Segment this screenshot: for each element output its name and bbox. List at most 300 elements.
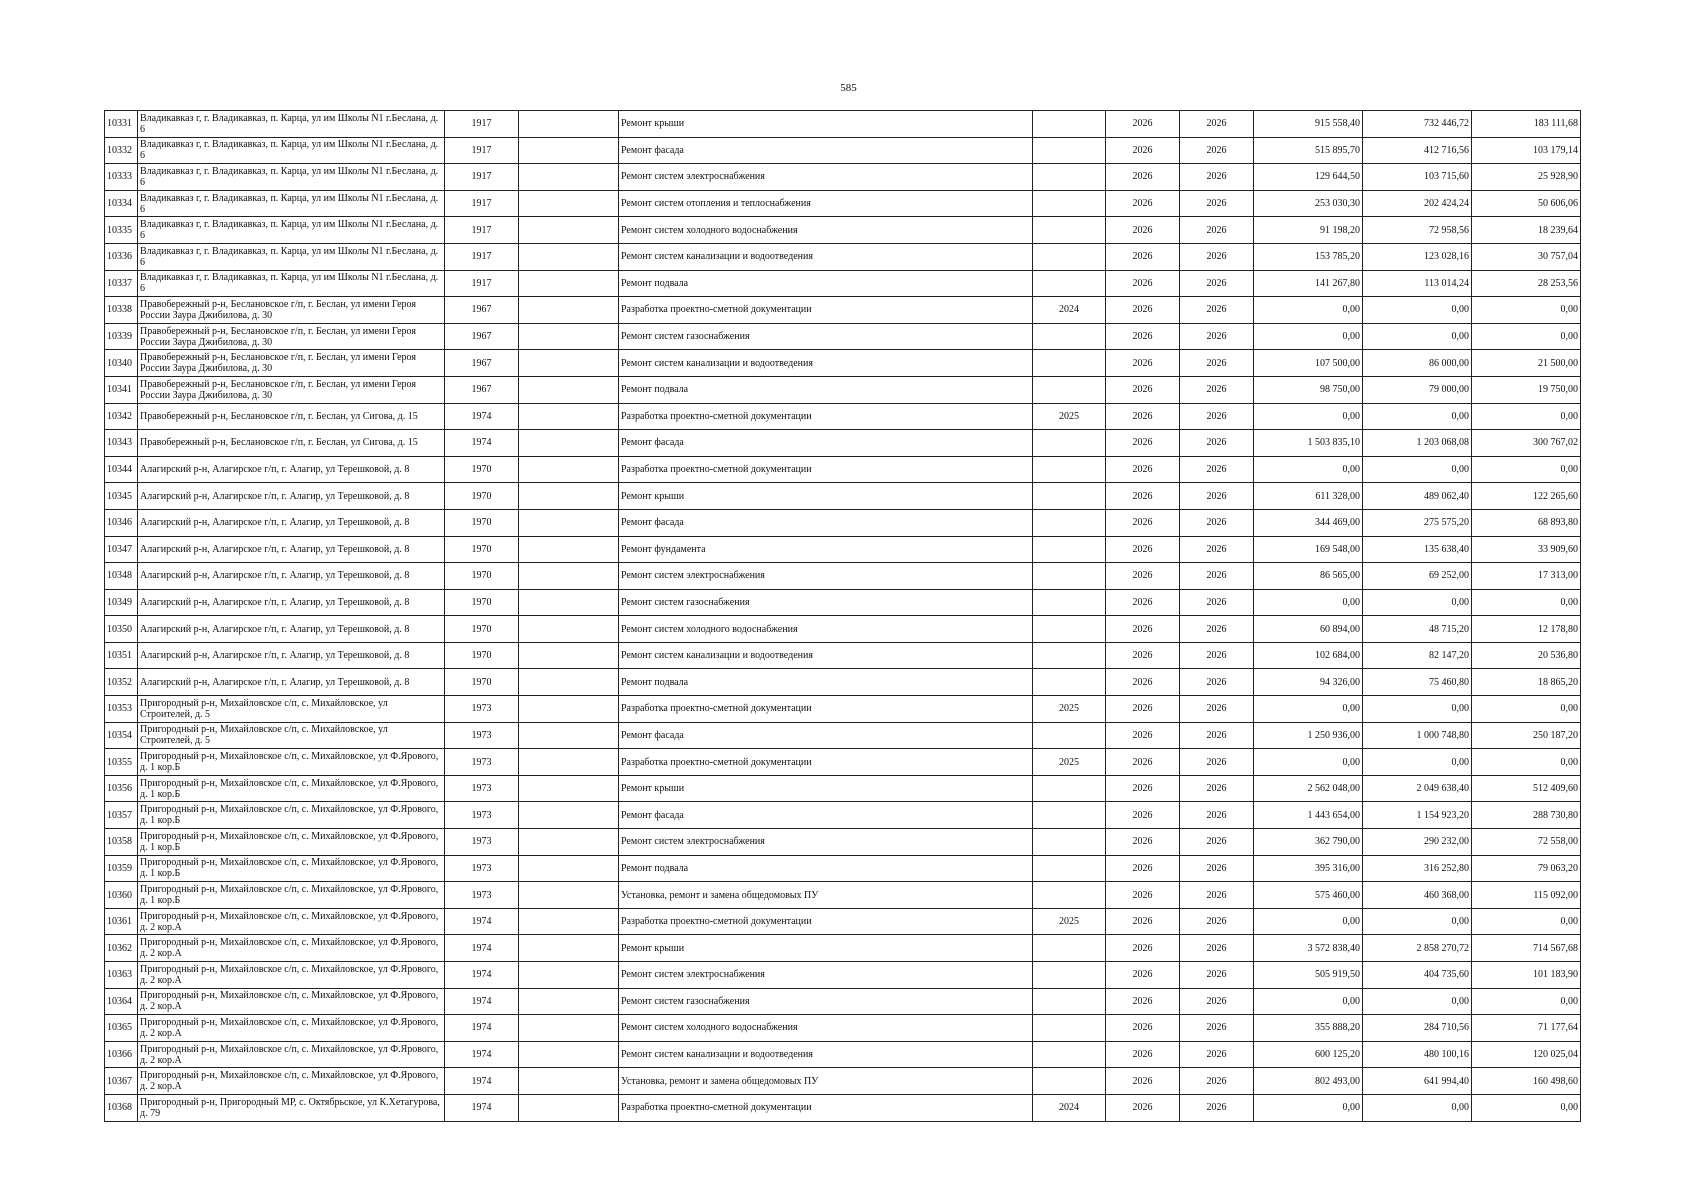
build-year-cell: 1970 [445,589,519,616]
design-year-cell [1033,1041,1106,1068]
owner-cost-cell: 68 893,80 [1472,509,1581,536]
design-year-cell [1033,775,1106,802]
total-cost-cell: 802 493,00 [1254,1068,1363,1095]
fund-cost-cell: 480 100,16 [1363,1041,1472,1068]
work-type-cell: Ремонт крыши [619,775,1033,802]
address-cell: Правобережный р-н, Беслановское г/п, г. Беслан, ул имени Героя России Заура Джибилова, д. 30 [138,376,445,403]
build-year-cell: 1917 [445,164,519,191]
end-year-cell: 2026 [1180,111,1254,138]
empty-cell [519,483,619,510]
fund-cost-cell: 1 203 068,08 [1363,430,1472,457]
work-type-cell: Ремонт фасада [619,509,1033,536]
empty-cell [519,137,619,164]
fund-cost-cell: 86 000,00 [1363,350,1472,377]
start-year-cell: 2026 [1106,350,1180,377]
row-number: 10351 [105,642,138,669]
start-year-cell: 2026 [1106,323,1180,350]
build-year-cell: 1973 [445,802,519,829]
empty-cell [519,988,619,1015]
end-year-cell: 2026 [1180,988,1254,1015]
design-year-cell [1033,137,1106,164]
end-year-cell: 2026 [1180,164,1254,191]
total-cost-cell: 0,00 [1254,988,1363,1015]
empty-cell [519,297,619,324]
total-cost-cell: 1 443 654,00 [1254,802,1363,829]
row-number: 10367 [105,1068,138,1095]
design-year-cell [1033,1068,1106,1095]
start-year-cell: 2026 [1106,1094,1180,1121]
design-year-cell [1033,270,1106,297]
row-number: 10342 [105,403,138,430]
owner-cost-cell: 79 063,20 [1472,855,1581,882]
end-year-cell: 2026 [1180,669,1254,696]
table-row [105,935,1581,962]
total-cost-cell: 0,00 [1254,749,1363,776]
end-year-cell: 2026 [1180,882,1254,909]
start-year-cell: 2026 [1106,536,1180,563]
work-type-cell: Ремонт систем отопления и теплоснабжения [619,190,1033,217]
design-year-cell [1033,111,1106,138]
empty-cell [519,749,619,776]
address-cell: Владикавказ г, г. Владикавказ, п. Карца, ул им Школы N1 г.Беслана, д. 6 [138,137,445,164]
owner-cost-cell: 33 909,60 [1472,536,1581,563]
row-number: 10336 [105,243,138,270]
build-year-cell: 1973 [445,882,519,909]
design-year-cell: 2024 [1033,297,1106,324]
design-year-cell [1033,243,1106,270]
start-year-cell: 2026 [1106,270,1180,297]
owner-cost-cell: 160 498,60 [1472,1068,1581,1095]
row-number: 10333 [105,164,138,191]
total-cost-cell: 102 684,00 [1254,642,1363,669]
work-type-cell: Разработка проектно-сметной документации [619,456,1033,483]
row-number: 10345 [105,483,138,510]
owner-cost-cell: 0,00 [1472,988,1581,1015]
empty-cell [519,243,619,270]
table-row [105,642,1581,669]
address-cell: Пригородный р-н, Михайловское с/п, с. Михайловское, ул Строителей, д. 5 [138,722,445,749]
start-year-cell: 2026 [1106,430,1180,457]
row-number: 10359 [105,855,138,882]
owner-cost-cell: 120 025,04 [1472,1041,1581,1068]
build-year-cell: 1970 [445,456,519,483]
fund-cost-cell: 75 460,80 [1363,669,1472,696]
design-year-cell [1033,829,1106,856]
start-year-cell: 2026 [1106,616,1180,643]
design-year-cell [1033,882,1106,909]
end-year-cell: 2026 [1180,1041,1254,1068]
end-year-cell: 2026 [1180,935,1254,962]
total-cost-cell: 169 548,00 [1254,536,1363,563]
fund-cost-cell: 0,00 [1363,589,1472,616]
start-year-cell: 2026 [1106,1068,1180,1095]
design-year-cell [1033,855,1106,882]
table-row [105,217,1581,244]
table-row [105,962,1581,989]
address-cell: Владикавказ г, г. Владикавказ, п. Карца, ул им Школы N1 г.Беслана, д. 6 [138,270,445,297]
design-year-cell [1033,217,1106,244]
owner-cost-cell: 288 730,80 [1472,802,1581,829]
table-row [105,243,1581,270]
build-year-cell: 1974 [445,1094,519,1121]
address-cell: Правобережный р-н, Беслановское г/п, г. Беслан, ул Сигова, д. 15 [138,403,445,430]
fund-cost-cell: 79 000,00 [1363,376,1472,403]
design-year-cell [1033,962,1106,989]
work-type-cell: Ремонт систем холодного водоснабжения [619,616,1033,643]
row-number: 10341 [105,376,138,403]
empty-cell [519,563,619,590]
table-row [105,829,1581,856]
design-year-cell [1033,1015,1106,1042]
work-type-cell: Ремонт подвала [619,855,1033,882]
table-row [105,749,1581,776]
end-year-cell: 2026 [1180,775,1254,802]
total-cost-cell: 3 572 838,40 [1254,935,1363,962]
total-cost-cell: 0,00 [1254,1094,1363,1121]
address-cell: Алагирский р-н, Алагирское г/п, г. Алагир, ул Терешковой, д. 8 [138,563,445,590]
table-row [105,350,1581,377]
design-year-cell [1033,190,1106,217]
table-row [105,802,1581,829]
work-type-cell: Ремонт систем холодного водоснабжения [619,1015,1033,1042]
work-type-cell: Ремонт систем канализации и водоотведения [619,642,1033,669]
fund-cost-cell: 404 735,60 [1363,962,1472,989]
address-cell: Владикавказ г, г. Владикавказ, п. Карца, ул им Школы N1 г.Беслана, д. 6 [138,217,445,244]
fund-cost-cell: 316 252,80 [1363,855,1472,882]
work-type-cell: Ремонт систем холодного водоснабжения [619,217,1033,244]
fund-cost-cell: 1 154 923,20 [1363,802,1472,829]
owner-cost-cell: 0,00 [1472,403,1581,430]
table-row [105,988,1581,1015]
row-number: 10368 [105,1094,138,1121]
owner-cost-cell: 122 265,60 [1472,483,1581,510]
table-row [105,1015,1581,1042]
row-number: 10366 [105,1041,138,1068]
owner-cost-cell: 18 239,64 [1472,217,1581,244]
fund-cost-cell: 48 715,20 [1363,616,1472,643]
fund-cost-cell: 69 252,00 [1363,563,1472,590]
fund-cost-cell: 0,00 [1363,749,1472,776]
build-year-cell: 1917 [445,217,519,244]
row-number: 10334 [105,190,138,217]
build-year-cell: 1974 [445,1015,519,1042]
row-number: 10340 [105,350,138,377]
table-row [105,456,1581,483]
end-year-cell: 2026 [1180,456,1254,483]
work-type-cell: Ремонт крыши [619,111,1033,138]
address-cell: Пригородный р-н, Михайловское с/п, с. Михайловское, ул Ф.Ярового, д. 2 кор.А [138,988,445,1015]
end-year-cell: 2026 [1180,962,1254,989]
table-row [105,1094,1581,1121]
work-type-cell: Ремонт систем электроснабжения [619,962,1033,989]
owner-cost-cell: 512 409,60 [1472,775,1581,802]
table-row [105,855,1581,882]
total-cost-cell: 98 750,00 [1254,376,1363,403]
design-year-cell [1033,669,1106,696]
fund-cost-cell: 123 028,16 [1363,243,1472,270]
start-year-cell: 2026 [1106,403,1180,430]
address-cell: Алагирский р-н, Алагирское г/п, г. Алагир, ул Терешковой, д. 8 [138,456,445,483]
total-cost-cell: 60 894,00 [1254,616,1363,643]
start-year-cell: 2026 [1106,297,1180,324]
owner-cost-cell: 21 500,00 [1472,350,1581,377]
address-cell: Алагирский р-н, Алагирское г/п, г. Алагир, ул Терешковой, д. 8 [138,509,445,536]
address-cell: Пригородный р-н, Михайловское с/п, с. Михайловское, ул Ф.Ярового, д. 2 кор.А [138,935,445,962]
owner-cost-cell: 12 178,80 [1472,616,1581,643]
owner-cost-cell: 72 558,00 [1472,829,1581,856]
design-year-cell: 2025 [1033,749,1106,776]
address-cell: Алагирский р-н, Алагирское г/п, г. Алагир, ул Терешковой, д. 8 [138,536,445,563]
total-cost-cell: 0,00 [1254,403,1363,430]
empty-cell [519,722,619,749]
build-year-cell: 1973 [445,829,519,856]
work-type-cell: Ремонт подвала [619,376,1033,403]
total-cost-cell: 153 785,20 [1254,243,1363,270]
start-year-cell: 2026 [1106,1015,1180,1042]
row-number: 10361 [105,908,138,935]
fund-cost-cell: 284 710,56 [1363,1015,1472,1042]
build-year-cell: 1974 [445,962,519,989]
fund-cost-cell: 2 049 638,40 [1363,775,1472,802]
total-cost-cell: 1 250 936,00 [1254,722,1363,749]
address-cell: Пригородный р-н, Пригородный МР, с. Октябрьское, ул К.Хетагурова, д. 79 [138,1094,445,1121]
empty-cell [519,111,619,138]
end-year-cell: 2026 [1180,350,1254,377]
row-number: 10354 [105,722,138,749]
design-year-cell [1033,563,1106,590]
row-number: 10350 [105,616,138,643]
end-year-cell: 2026 [1180,536,1254,563]
build-year-cell: 1970 [445,669,519,696]
row-number: 10332 [105,137,138,164]
work-type-cell: Ремонт крыши [619,483,1033,510]
work-type-cell: Ремонт систем газоснабжения [619,988,1033,1015]
table-row [105,323,1581,350]
work-type-cell: Ремонт фасада [619,430,1033,457]
owner-cost-cell: 250 187,20 [1472,722,1581,749]
empty-cell [519,589,619,616]
work-type-cell: Разработка проектно-сметной документации [619,908,1033,935]
total-cost-cell: 91 198,20 [1254,217,1363,244]
address-cell: Правобережный р-н, Беслановское г/п, г. Беслан, ул имени Героя России Заура Джибилова, д. 30 [138,350,445,377]
empty-cell [519,323,619,350]
start-year-cell: 2026 [1106,376,1180,403]
start-year-cell: 2026 [1106,962,1180,989]
address-cell: Пригородный р-н, Михайловское с/п, с. Михайловское, ул Ф.Ярового, д. 1 кор.Б [138,749,445,776]
row-number: 10344 [105,456,138,483]
fund-cost-cell: 103 715,60 [1363,164,1472,191]
fund-cost-cell: 0,00 [1363,1094,1472,1121]
owner-cost-cell: 0,00 [1472,908,1581,935]
owner-cost-cell: 0,00 [1472,696,1581,723]
address-cell: Алагирский р-н, Алагирское г/п, г. Алагир, ул Терешковой, д. 8 [138,589,445,616]
row-number: 10337 [105,270,138,297]
address-cell: Правобережный р-н, Беслановское г/п, г. Беслан, ул Сигова, д. 15 [138,430,445,457]
address-cell: Пригородный р-н, Михайловское с/п, с. Михайловское, ул Ф.Ярового, д. 1 кор.Б [138,855,445,882]
end-year-cell: 2026 [1180,190,1254,217]
total-cost-cell: 1 503 835,10 [1254,430,1363,457]
work-type-cell: Ремонт крыши [619,935,1033,962]
empty-cell [519,1094,619,1121]
start-year-cell: 2026 [1106,935,1180,962]
design-year-cell [1033,988,1106,1015]
address-cell: Алагирский р-н, Алагирское г/п, г. Алагир, ул Терешковой, д. 8 [138,616,445,643]
work-type-cell: Ремонт систем электроснабжения [619,164,1033,191]
row-number: 10349 [105,589,138,616]
table-row [105,563,1581,590]
table-row [105,270,1581,297]
start-year-cell: 2026 [1106,483,1180,510]
row-number: 10347 [105,536,138,563]
row-number: 10346 [105,509,138,536]
address-cell: Пригородный р-н, Михайловское с/п, с. Михайловское, ул Ф.Ярового, д. 2 кор.А [138,962,445,989]
fund-cost-cell: 0,00 [1363,323,1472,350]
build-year-cell: 1974 [445,403,519,430]
owner-cost-cell: 18 865,20 [1472,669,1581,696]
start-year-cell: 2026 [1106,589,1180,616]
start-year-cell: 2026 [1106,111,1180,138]
total-cost-cell: 253 030,30 [1254,190,1363,217]
row-number: 10362 [105,935,138,962]
work-type-cell: Разработка проектно-сметной документации [619,749,1033,776]
address-cell: Пригородный р-н, Михайловское с/п, с. Михайловское, ул Ф.Ярового, д. 1 кор.Б [138,882,445,909]
empty-cell [519,190,619,217]
end-year-cell: 2026 [1180,137,1254,164]
build-year-cell: 1917 [445,243,519,270]
total-cost-cell: 515 895,70 [1254,137,1363,164]
empty-cell [519,616,619,643]
start-year-cell: 2026 [1106,802,1180,829]
end-year-cell: 2026 [1180,403,1254,430]
start-year-cell: 2026 [1106,722,1180,749]
build-year-cell: 1967 [445,323,519,350]
work-type-cell: Ремонт систем газоснабжения [619,589,1033,616]
start-year-cell: 2026 [1106,509,1180,536]
fund-cost-cell: 0,00 [1363,403,1472,430]
total-cost-cell: 611 328,00 [1254,483,1363,510]
empty-cell [519,829,619,856]
owner-cost-cell: 103 179,14 [1472,137,1581,164]
start-year-cell: 2026 [1106,855,1180,882]
build-year-cell: 1973 [445,722,519,749]
table-row [105,403,1581,430]
total-cost-cell: 2 562 048,00 [1254,775,1363,802]
table-row [105,164,1581,191]
empty-cell [519,164,619,191]
address-cell: Владикавказ г, г. Владикавказ, п. Карца, ул им Школы N1 г.Беслана, д. 6 [138,164,445,191]
end-year-cell: 2026 [1180,855,1254,882]
design-year-cell: 2024 [1033,1094,1106,1121]
design-year-cell [1033,802,1106,829]
address-cell: Алагирский р-н, Алагирское г/п, г. Алагир, ул Терешковой, д. 8 [138,669,445,696]
start-year-cell: 2026 [1106,908,1180,935]
start-year-cell: 2026 [1106,563,1180,590]
empty-cell [519,376,619,403]
work-type-cell: Ремонт фасада [619,802,1033,829]
owner-cost-cell: 0,00 [1472,297,1581,324]
design-year-cell [1033,935,1106,962]
work-type-cell: Ремонт систем электроснабжения [619,563,1033,590]
build-year-cell: 1973 [445,775,519,802]
empty-cell [519,855,619,882]
fund-cost-cell: 732 446,72 [1363,111,1472,138]
table-row [105,722,1581,749]
fund-cost-cell: 2 858 270,72 [1363,935,1472,962]
design-year-cell [1033,536,1106,563]
end-year-cell: 2026 [1180,616,1254,643]
total-cost-cell: 355 888,20 [1254,1015,1363,1042]
row-number: 10363 [105,962,138,989]
build-year-cell: 1974 [445,1068,519,1095]
fund-cost-cell: 641 994,40 [1363,1068,1472,1095]
design-year-cell [1033,323,1106,350]
fund-cost-cell: 0,00 [1363,456,1472,483]
work-type-cell: Ремонт систем канализации и водоотведения [619,1041,1033,1068]
empty-cell [519,1068,619,1095]
empty-cell [519,536,619,563]
capital-repair-table [104,110,1581,1122]
empty-cell [519,270,619,297]
row-number: 10356 [105,775,138,802]
start-year-cell: 2026 [1106,190,1180,217]
design-year-cell [1033,722,1106,749]
row-number: 10355 [105,749,138,776]
total-cost-cell: 107 500,00 [1254,350,1363,377]
row-number: 10338 [105,297,138,324]
total-cost-cell: 0,00 [1254,589,1363,616]
build-year-cell: 1970 [445,509,519,536]
end-year-cell: 2026 [1180,243,1254,270]
start-year-cell: 2026 [1106,669,1180,696]
end-year-cell: 2026 [1180,483,1254,510]
owner-cost-cell: 17 313,00 [1472,563,1581,590]
work-type-cell: Ремонт фасада [619,722,1033,749]
design-year-cell [1033,642,1106,669]
row-number: 10357 [105,802,138,829]
address-cell: Владикавказ г, г. Владикавказ, п. Карца, ул им Школы N1 г.Беслана, д. 6 [138,190,445,217]
work-type-cell: Ремонт фундамента [619,536,1033,563]
build-year-cell: 1970 [445,616,519,643]
work-type-cell: Установка, ремонт и замена общедомовых ПУ [619,882,1033,909]
start-year-cell: 2026 [1106,749,1180,776]
end-year-cell: 2026 [1180,749,1254,776]
build-year-cell: 1917 [445,111,519,138]
fund-cost-cell: 290 232,00 [1363,829,1472,856]
work-type-cell: Ремонт подвала [619,270,1033,297]
empty-cell [519,456,619,483]
empty-cell [519,350,619,377]
build-year-cell: 1967 [445,376,519,403]
owner-cost-cell: 50 606,06 [1472,190,1581,217]
empty-cell [519,882,619,909]
empty-cell [519,669,619,696]
start-year-cell: 2026 [1106,217,1180,244]
design-year-cell [1033,589,1106,616]
end-year-cell: 2026 [1180,802,1254,829]
work-type-cell: Разработка проектно-сметной документации [619,696,1033,723]
end-year-cell: 2026 [1180,1094,1254,1121]
owner-cost-cell: 0,00 [1472,749,1581,776]
build-year-cell: 1973 [445,855,519,882]
address-cell: Правобережный р-н, Беслановское г/п, г. Беслан, ул имени Героя России Заура Джибилова, д. 30 [138,297,445,324]
work-type-cell: Ремонт систем электроснабжения [619,829,1033,856]
total-cost-cell: 129 644,50 [1254,164,1363,191]
empty-cell [519,1041,619,1068]
end-year-cell: 2026 [1180,908,1254,935]
owner-cost-cell: 115 092,00 [1472,882,1581,909]
owner-cost-cell: 714 567,68 [1472,935,1581,962]
row-number: 10364 [105,988,138,1015]
